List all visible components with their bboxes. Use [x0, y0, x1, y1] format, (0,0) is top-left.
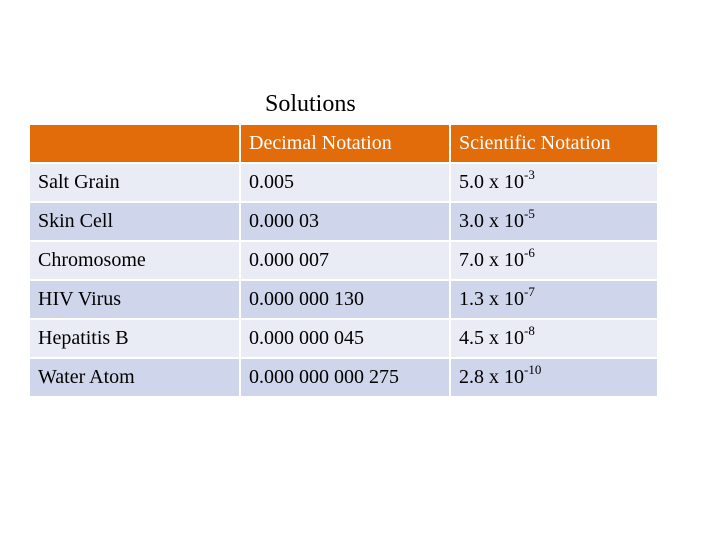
- scientific-exponent: -6: [524, 245, 535, 260]
- table-row: [30, 358, 657, 396]
- scientific-exponent: -8: [524, 323, 535, 338]
- scientific-cell: [450, 241, 657, 280]
- scientific-cell: [450, 319, 657, 358]
- scientific-base: 4.5 x 10: [459, 327, 524, 349]
- scientific-base: 5.0 x 10: [459, 171, 524, 193]
- table-header: [30, 125, 657, 163]
- scientific-exponent: -7: [524, 284, 535, 299]
- table-row: [30, 280, 657, 319]
- scientific-cell: [450, 358, 657, 396]
- header-cell-decimal: Decimal Notation: [240, 125, 450, 163]
- scientific-cell: [450, 280, 657, 319]
- scientific-base: 2.8 x 10: [459, 366, 524, 388]
- item-name-cell: Salt Grain: [30, 163, 240, 202]
- decimal-cell: 0.000 000 045: [240, 319, 450, 358]
- decimal-cell: 0.000 000 000 275: [240, 358, 450, 396]
- item-name-cell: Chromosome: [30, 241, 240, 280]
- decimal-cell: 0.000 007: [240, 241, 450, 280]
- item-name-cell: Water Atom: [30, 358, 240, 396]
- scientific-exponent: -5: [524, 206, 535, 221]
- header-cell-item: [30, 125, 240, 163]
- scientific-base: 1.3 x 10: [459, 288, 524, 310]
- table-body: [30, 163, 657, 396]
- decimal-cell: 0.000 000 130: [240, 280, 450, 319]
- table-row: [30, 163, 657, 202]
- scientific-cell: [450, 202, 657, 241]
- scientific-exponent: -10: [524, 362, 542, 377]
- decimal-cell: 0.005: [240, 163, 450, 202]
- table-row: [30, 319, 657, 358]
- page-title: Solutions: [265, 91, 356, 117]
- scientific-cell: [450, 163, 657, 202]
- header-cell-scientific: Scientific Notation: [450, 125, 657, 163]
- item-name-cell: Hepatitis B: [30, 319, 240, 358]
- item-name-cell: HIV Virus: [30, 280, 240, 319]
- scientific-exponent: -3: [524, 167, 535, 182]
- decimal-cell: 0.000 03: [240, 202, 450, 241]
- scientific-base: 3.0 x 10: [459, 210, 524, 232]
- item-name-cell: Skin Cell: [30, 202, 240, 241]
- header-row: [30, 125, 657, 163]
- table-row: [30, 241, 657, 280]
- notation-table: [30, 125, 657, 396]
- table-row: [30, 202, 657, 241]
- scientific-base: 7.0 x 10: [459, 249, 524, 271]
